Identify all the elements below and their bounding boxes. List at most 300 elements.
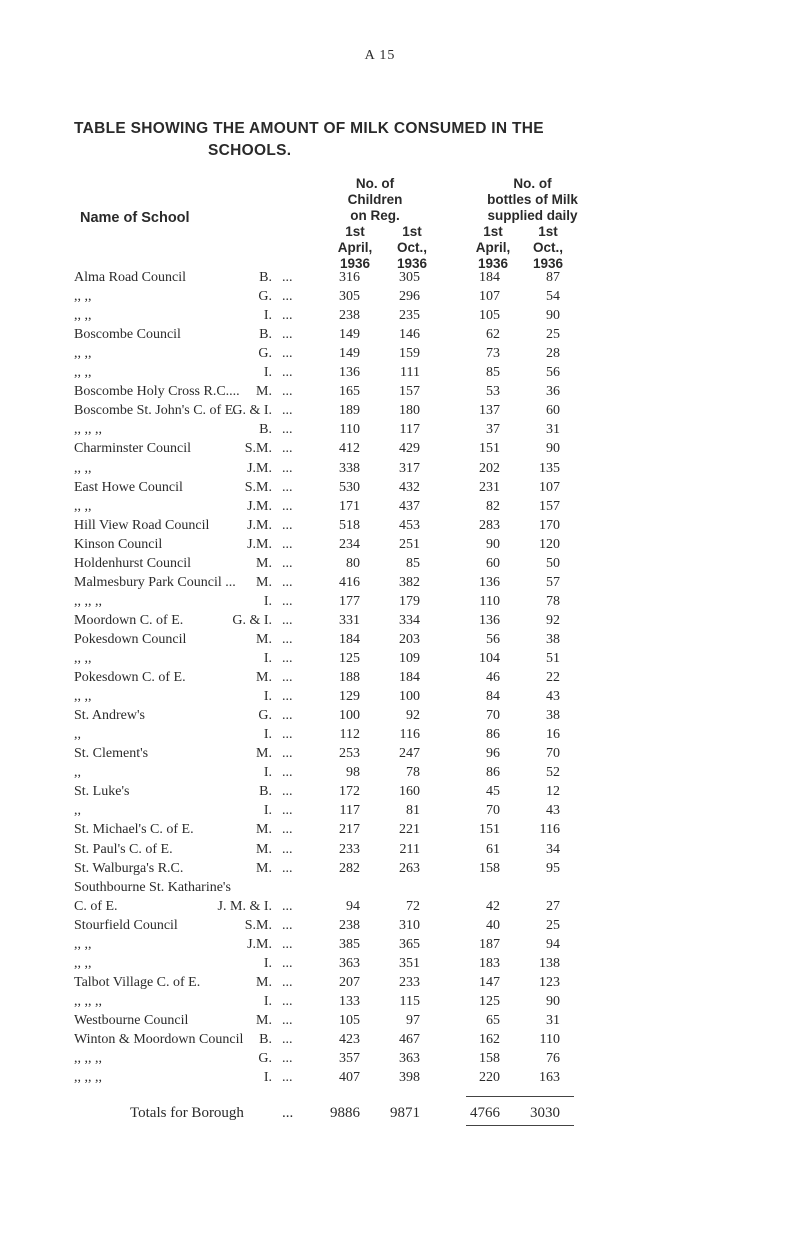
value-b-oct: 138 — [539, 955, 560, 971]
value-b-oct: 12 — [546, 784, 560, 800]
school-name: St. Clement's — [74, 746, 149, 762]
value-b-oct: 163 — [539, 1070, 560, 1086]
dots-leader: ... — [282, 1105, 294, 1122]
value-b-oct: 123 — [539, 974, 560, 990]
value-c-oct: 263 — [399, 860, 420, 876]
dots-leader: ... — [282, 479, 293, 495]
value-b-oct: 78 — [546, 593, 560, 609]
school-type: B. — [259, 784, 272, 800]
dots-leader: ... — [282, 689, 293, 705]
value-c-apr: 305 — [339, 289, 360, 305]
value-b-apr: 220 — [479, 1070, 500, 1086]
value-b-oct: 36 — [546, 384, 560, 400]
value-b-apr: 62 — [486, 327, 500, 343]
school-type: B. — [259, 1032, 272, 1047]
dots-leader: ... — [282, 593, 293, 609]
header-date-month: Oct., — [396, 240, 427, 255]
school-name: Charminster Council — [74, 441, 192, 457]
value-b-oct: 27 — [546, 898, 560, 914]
value-b-oct: 28 — [546, 346, 560, 362]
dots-leader: ... — [282, 1012, 293, 1028]
header-children-line-2: Children — [347, 192, 403, 207]
value-c-apr: 136 — [339, 365, 360, 381]
school-type: G. — [258, 289, 272, 305]
value-c-apr: 530 — [339, 479, 360, 495]
dots-leader: ... — [282, 403, 293, 419]
dots-leader: ... — [282, 346, 293, 362]
value-c-apr: 133 — [339, 993, 360, 1009]
dots-leader: ... — [282, 727, 293, 743]
school-type: M. — [256, 841, 272, 857]
value-b-oct: 50 — [546, 555, 560, 571]
value-b-oct: 90 — [546, 441, 560, 457]
value-b-oct: 135 — [539, 460, 560, 476]
dots-leader: ... — [282, 1051, 293, 1067]
value-b-apr: 84 — [486, 689, 500, 705]
value-b-oct: 90 — [546, 993, 560, 1009]
value-c-oct: 351 — [399, 955, 420, 971]
header-date-1st: 1st — [538, 224, 558, 239]
value-c-oct: 429 — [399, 441, 420, 457]
value-b-oct: 170 — [539, 517, 560, 533]
dots-leader: ... — [282, 574, 293, 590]
dots-leader: ... — [282, 936, 293, 952]
value-b-apr: 187 — [479, 936, 500, 952]
dots-leader: ... — [282, 708, 293, 724]
header-date-year: 1936 — [532, 256, 564, 271]
value-c-apr: 117 — [339, 803, 360, 819]
school-type: I. — [263, 727, 272, 743]
school-name: St. Paul's C. of E. — [74, 841, 173, 857]
school-name: St. Andrew's — [74, 708, 145, 724]
dots-leader: ... — [282, 651, 293, 666]
value-c-apr: 238 — [339, 308, 360, 324]
value-c-apr: 316 — [339, 270, 360, 285]
dots-leader: ... — [282, 365, 293, 381]
value-b-oct: 31 — [546, 422, 560, 438]
header-date-year: 1936 — [477, 256, 509, 271]
school-type: S.M. — [244, 917, 272, 933]
value-b-apr: 85 — [486, 365, 500, 381]
value-b-oct: 107 — [539, 479, 560, 495]
value-b-oct: 25 — [546, 917, 560, 933]
value-c-oct: 146 — [399, 327, 420, 343]
school-name: ,, ,, ,, — [74, 422, 102, 438]
dots-leader: ... — [282, 955, 293, 971]
value-c-oct: 85 — [406, 555, 420, 571]
value-b-oct: 116 — [539, 822, 560, 838]
value-b-oct: 52 — [546, 765, 560, 781]
dots-leader: ... — [282, 289, 293, 305]
value-c-oct: 203 — [399, 631, 420, 647]
value-b-apr: 82 — [486, 498, 500, 514]
value-c-apr: 423 — [339, 1032, 360, 1047]
value-c-oct: 453 — [399, 517, 420, 533]
header-date-year: 1936 — [339, 256, 371, 271]
value-b-oct: 38 — [546, 708, 560, 724]
value-b-oct: 31 — [546, 1012, 560, 1028]
value-c-oct: 310 — [399, 917, 420, 933]
value-c-oct: 117 — [399, 422, 420, 438]
school-name: ,, ,, ,, — [74, 1051, 102, 1067]
value-b-apr: 37 — [486, 422, 500, 438]
value-b-oct: 95 — [546, 860, 560, 876]
school-type: I. — [263, 593, 272, 609]
dots-leader: ... — [282, 765, 293, 781]
school-name: Talbot Village C. of E. — [74, 974, 201, 990]
value-b-oct: 22 — [546, 670, 560, 686]
school-type: I. — [263, 689, 272, 705]
value-b-apr: 136 — [479, 574, 500, 590]
value-c-apr: 338 — [339, 460, 360, 476]
school-name: Kinson Council — [74, 536, 163, 552]
school-type: I. — [263, 955, 272, 971]
school-type: J.M. — [247, 936, 272, 952]
school-type: G. — [258, 1051, 272, 1067]
value-c-apr: 165 — [339, 384, 360, 400]
value-b-apr: 65 — [486, 1012, 500, 1028]
school-type: I. — [263, 365, 272, 381]
school-type: M. — [256, 1012, 272, 1028]
school-name: St. Luke's — [74, 784, 130, 800]
value-b-apr: 53 — [486, 384, 500, 400]
value-b-oct: 38 — [546, 631, 560, 647]
header-bottles-line-3: supplied daily — [487, 208, 578, 223]
value-b-oct: 90 — [546, 308, 560, 324]
school-name: Winton & Moordown Council — [74, 1032, 244, 1047]
value-c-oct: 437 — [399, 498, 420, 514]
dots-leader: ... — [282, 555, 293, 571]
school-type: G. — [258, 708, 272, 724]
school-type: S.M. — [244, 441, 272, 457]
dots-leader: ... — [282, 308, 293, 324]
value-b-apr: 42 — [486, 898, 500, 914]
value-c-oct: 467 — [399, 1032, 420, 1047]
dots-leader: ... — [282, 1070, 293, 1086]
dots-leader: ... — [282, 860, 293, 876]
dots-leader: ... — [282, 822, 293, 838]
school-name: Pokesdown C. of E. — [74, 670, 186, 686]
school-type: I. — [263, 803, 272, 819]
dots-leader: ... — [282, 498, 293, 514]
school-type: M. — [256, 555, 272, 571]
school-name: Westbourne Council — [74, 1012, 189, 1028]
value-b-apr: 104 — [479, 651, 500, 666]
value-c-oct: 233 — [399, 974, 420, 990]
school-name: C. of E. — [74, 898, 118, 914]
school-type: S.M. — [244, 479, 272, 495]
value-b-apr: 147 — [479, 974, 500, 990]
value-c-oct: 159 — [399, 346, 420, 362]
school-type: M. — [256, 746, 272, 762]
header-bottles-line-2: bottles of Milk — [487, 192, 578, 207]
title-line-2: SCHOOLS. — [208, 142, 292, 159]
value-c-oct: 296 — [399, 289, 420, 305]
school-name: ,, ,, — [74, 308, 92, 324]
school-type: M. — [256, 574, 272, 590]
value-b-apr: 231 — [479, 479, 500, 495]
dots-leader: ... — [282, 974, 293, 990]
header-date-year: 1936 — [396, 256, 428, 271]
school-name: ,, ,, — [74, 498, 92, 514]
value-b-oct: 110 — [539, 1032, 560, 1047]
value-c-oct: 116 — [399, 727, 420, 743]
school-type: J. M. & I. — [217, 898, 272, 914]
value-c-apr: 233 — [339, 841, 360, 857]
value-c-oct: 111 — [400, 365, 420, 381]
value-b-oct: 51 — [546, 651, 560, 666]
school-type: B. — [259, 270, 272, 285]
header-date-month: April, — [337, 240, 373, 255]
dots-leader: ... — [282, 1032, 293, 1047]
school-type: M. — [256, 670, 272, 686]
value-b-apr: 137 — [479, 403, 500, 419]
value-b-oct: 157 — [539, 498, 560, 514]
value-c-apr: 177 — [339, 593, 360, 609]
school-name: Pokesdown Council — [74, 631, 187, 647]
value-c-apr: 80 — [346, 555, 360, 571]
value-b-apr: 183 — [479, 955, 500, 971]
value-b-apr: 40 — [486, 917, 500, 933]
value-c-oct: 334 — [399, 612, 420, 628]
school-name: St. Michael's C. of E. — [74, 822, 194, 838]
value-b-oct: 70 — [546, 746, 560, 762]
school-name: ,, ,, — [74, 936, 92, 952]
value-c-oct: 78 — [406, 765, 420, 781]
value-b-apr: 86 — [486, 765, 500, 781]
dots-leader: ... — [282, 993, 293, 1009]
total-c-oct: 9871 — [390, 1105, 420, 1122]
value-c-apr: 112 — [339, 727, 360, 743]
value-c-oct: 317 — [399, 460, 420, 476]
value-c-apr: 412 — [339, 441, 360, 457]
value-c-oct: 365 — [399, 936, 420, 952]
school-name: ,, ,, — [74, 460, 92, 476]
school-name: ,, ,, — [74, 651, 92, 666]
value-c-oct: 251 — [399, 536, 420, 552]
dots-leader: ... — [282, 441, 293, 457]
value-b-apr: 158 — [479, 1051, 500, 1067]
page-number: A 15 — [364, 48, 396, 63]
school-name: St. Walburga's R.C. — [74, 860, 184, 876]
value-b-apr: 136 — [479, 612, 500, 628]
school-name: ,, ,, ,, — [74, 1070, 102, 1086]
value-c-oct: 235 — [399, 308, 420, 324]
header-date-month: Oct., — [532, 240, 563, 255]
school-type: J.M. — [247, 460, 272, 476]
header-date-1st: 1st — [402, 224, 422, 239]
school-type: I. — [263, 993, 272, 1009]
value-c-oct: 305 — [399, 270, 420, 285]
school-name: ,, ,, — [74, 689, 92, 705]
school-type: M. — [256, 631, 272, 647]
school-type: M. — [256, 974, 272, 990]
value-b-apr: 73 — [486, 346, 500, 362]
school-name: Boscombe Holy Cross R.C.... — [74, 384, 240, 400]
value-c-apr: 253 — [339, 746, 360, 762]
school-type: G. — [258, 346, 272, 362]
value-b-oct: 87 — [546, 270, 560, 285]
value-c-apr: 234 — [339, 536, 360, 552]
school-name: Holdenhurst Council — [74, 555, 192, 571]
dots-leader: ... — [282, 422, 293, 438]
value-c-apr: 207 — [339, 974, 360, 990]
dots-leader: ... — [282, 841, 293, 857]
dots-leader: ... — [282, 612, 293, 628]
school-type: J.M. — [247, 498, 272, 514]
school-name: Stourfield Council — [74, 917, 178, 933]
value-c-apr: 172 — [339, 784, 360, 800]
value-c-oct: 97 — [406, 1012, 420, 1028]
value-b-oct: 25 — [546, 327, 560, 343]
value-c-oct: 81 — [406, 803, 420, 819]
value-b-apr: 202 — [479, 460, 500, 476]
value-b-oct: 60 — [546, 403, 560, 419]
value-b-apr: 151 — [479, 822, 500, 838]
school-name: ,, — [74, 765, 81, 781]
dots-leader: ... — [282, 327, 293, 343]
school-type: J.M. — [247, 517, 272, 533]
school-name: Malmesbury Park Council ... — [74, 574, 236, 590]
total-b-apr: 4766 — [470, 1105, 500, 1122]
value-b-oct: 43 — [546, 689, 560, 705]
school-name: Boscombe Council — [74, 327, 181, 343]
value-c-oct: 100 — [399, 689, 420, 705]
value-b-apr: 60 — [486, 555, 500, 571]
dots-leader: ... — [282, 784, 293, 800]
header-children-line-1: No. of — [355, 176, 395, 191]
school-name: Southbourne St. Katharine's — [74, 879, 231, 895]
value-b-apr: 70 — [486, 708, 500, 724]
value-b-apr: 283 — [479, 517, 500, 533]
value-c-oct: 109 — [399, 651, 420, 666]
value-c-apr: 129 — [339, 689, 360, 705]
dots-leader: ... — [282, 670, 293, 686]
value-b-apr: 151 — [479, 441, 500, 457]
school-name: ,, ,, ,, — [74, 593, 102, 609]
total-b-oct: 3030 — [530, 1105, 560, 1122]
value-c-apr: 149 — [339, 327, 360, 343]
school-name: Hill View Road Council — [74, 517, 210, 533]
school-type: G. & I. — [232, 403, 272, 419]
value-c-apr: 189 — [339, 403, 360, 419]
value-b-apr: 107 — [479, 289, 500, 305]
school-name: Alma Road Council — [74, 270, 186, 285]
totals-rule-bottom — [466, 1125, 574, 1126]
value-b-apr: 158 — [479, 860, 500, 876]
total-c-apr: 9886 — [330, 1105, 360, 1122]
value-b-apr: 105 — [479, 308, 500, 324]
school-name: ,, ,, — [74, 346, 92, 362]
value-c-apr: 357 — [339, 1051, 360, 1067]
value-b-apr: 46 — [486, 670, 500, 686]
value-c-apr: 184 — [339, 631, 360, 647]
value-b-apr: 96 — [486, 746, 500, 762]
value-b-oct: 94 — [546, 936, 560, 952]
value-b-apr: 61 — [486, 841, 500, 857]
value-c-apr: 105 — [339, 1012, 360, 1028]
value-c-oct: 115 — [399, 993, 420, 1009]
header-date-1st: 1st — [345, 224, 365, 239]
value-c-oct: 179 — [399, 593, 420, 609]
value-b-apr: 110 — [479, 593, 500, 609]
value-c-oct: 72 — [406, 898, 420, 914]
header-name-of-school: Name of School — [80, 210, 190, 226]
school-type: J.M. — [247, 536, 272, 552]
dots-leader: ... — [282, 517, 293, 533]
value-b-apr: 70 — [486, 803, 500, 819]
value-c-apr: 518 — [339, 517, 360, 533]
value-b-apr: 45 — [486, 784, 500, 800]
value-b-apr: 162 — [479, 1032, 500, 1047]
value-c-apr: 94 — [346, 898, 360, 914]
title-line-1: TABLE SHOWING THE AMOUNT OF MILK CONSUMED IN THE — [74, 120, 544, 137]
value-c-apr: 416 — [339, 574, 360, 590]
value-c-apr: 331 — [339, 612, 360, 628]
school-type: I. — [263, 651, 272, 666]
value-c-apr: 385 — [339, 936, 360, 952]
header-children-line-3: on Reg. — [350, 208, 400, 223]
dots-leader: ... — [282, 631, 293, 647]
value-b-oct: 16 — [546, 727, 560, 743]
value-c-oct: 92 — [406, 708, 420, 724]
dots-leader: ... — [282, 746, 293, 762]
value-c-oct: 160 — [399, 784, 420, 800]
school-type: M. — [256, 860, 272, 876]
value-c-apr: 110 — [339, 422, 360, 438]
value-b-oct: 56 — [546, 365, 560, 381]
dots-leader: ... — [282, 917, 293, 933]
value-c-apr: 171 — [339, 498, 360, 514]
totals-rule-top — [466, 1096, 574, 1097]
school-type: G. & I. — [232, 612, 272, 628]
school-type: M. — [256, 384, 272, 400]
school-type: B. — [259, 327, 272, 343]
totals-label: Totals for Borough — [130, 1105, 244, 1122]
value-c-apr: 100 — [339, 708, 360, 724]
value-c-oct: 184 — [399, 670, 420, 686]
value-c-oct: 221 — [399, 822, 420, 838]
value-c-apr: 238 — [339, 917, 360, 933]
school-type: I. — [263, 308, 272, 324]
header-bottles-line-1: No. of — [513, 176, 552, 191]
school-type: I. — [263, 1070, 272, 1086]
value-b-oct: 54 — [546, 289, 560, 305]
school-type: B. — [259, 422, 272, 438]
dots-leader: ... — [282, 898, 293, 914]
value-c-apr: 125 — [339, 651, 360, 666]
value-c-oct: 432 — [399, 479, 420, 495]
school-name: ,, ,, — [74, 955, 92, 971]
header-date-1st: 1st — [483, 224, 503, 239]
value-b-apr: 56 — [486, 631, 500, 647]
value-c-oct: 157 — [399, 384, 420, 400]
school-name: ,, ,, — [74, 365, 92, 381]
value-c-apr: 98 — [346, 765, 360, 781]
school-name: ,, — [74, 727, 81, 743]
value-c-oct: 180 — [399, 403, 420, 419]
value-c-oct: 247 — [399, 746, 420, 762]
value-b-oct: 57 — [546, 574, 560, 590]
dots-leader: ... — [282, 270, 293, 285]
value-c-apr: 407 — [339, 1070, 360, 1086]
value-c-apr: 363 — [339, 955, 360, 971]
school-name: ,, — [74, 803, 81, 819]
value-b-oct: 43 — [546, 803, 560, 819]
value-b-oct: 76 — [546, 1051, 560, 1067]
value-c-apr: 188 — [339, 670, 360, 686]
value-c-oct: 382 — [399, 574, 420, 590]
